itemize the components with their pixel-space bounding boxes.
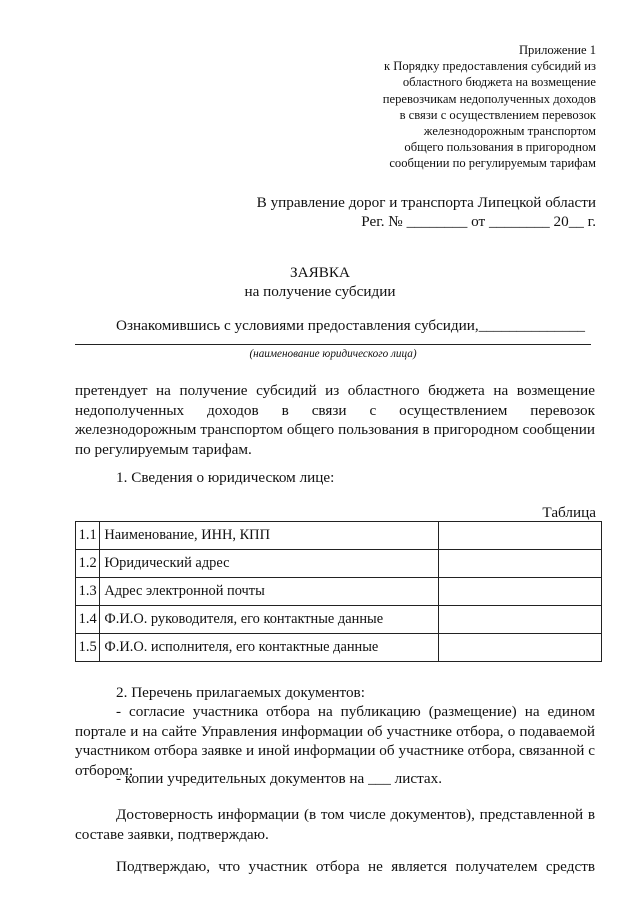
appendix-line: перевозчикам недополученных доходов [382,91,596,106]
paragraph-line: претендует на получение субсидий из областного бюджета на возмещение [75,382,595,399]
title-main: ЗАЯВКА [290,264,350,281]
appendix-line: общего пользования в пригородном [404,140,596,155]
table-row [76,522,602,550]
table-row [76,606,602,634]
paragraph-line: Достоверность информации (в том числе документов), представленной в [116,806,595,823]
row-label: Адрес электронной почты [100,578,438,606]
appendix-line: Приложение 1 [518,43,596,57]
row-value-cell [438,634,602,662]
row-value-cell [438,550,602,578]
section2-heading: 2. Перечень прилагаемых документов: [116,684,365,701]
row-value-cell [438,578,602,606]
appendix-line: к Порядку предоставления субсидий из [384,59,596,74]
entity-info-table [75,521,602,662]
paragraph-line: железнодорожным транспортом общего пользования в пригородном сообщении [75,421,595,439]
row-value-cell [438,522,602,550]
section1-heading: 1. Сведения о юридическом лице: [116,469,335,486]
paragraph-line: - согласие участника отбора на публикацию (размещение) на едином [116,703,595,720]
paragraph-line: портале и на сайте Управления информации об участнике отбора, о подаваемой [75,722,595,740]
paragraph-line: составе заявки, подтверждаю. [75,825,269,843]
paragraph-line: недополученных доходов в связи с осуществлением перевозок [75,401,595,419]
row-label: Юридический адрес [100,550,438,578]
addressee-block [257,193,596,231]
table-row [76,578,602,606]
paragraph-line: Подтверждаю, что участник отбора не является получателем средств [116,858,595,875]
table-row [76,550,602,578]
row-label: Ф.И.О. руководителя, его контактные данные [100,606,438,634]
paragraph-line: по регулируемым тарифам. [75,440,252,458]
appendix-header [316,42,596,172]
final-paragraph [75,857,595,877]
copies-item: - копии учредительных документов на ___ листах. [116,770,443,787]
paragraph-line: участником отбора заявке и иной информации об участнике отбора, связанной с [75,742,595,760]
registration-line: Рег. № ________ от ________ 20__ г. [361,213,596,230]
appendix-line: в связи с осуществлением перевозок [399,107,596,122]
appendix-line: областного бюджета на возмещение [402,75,596,90]
addressee-department: В управление дорог и транспорта Липецкой области [256,194,596,211]
entity-name-caption: (наименование юридического лица) [249,348,417,360]
row-value-cell [438,606,602,634]
row-label: Наименование, ИНН, КПП [100,522,438,550]
intro-line: Ознакомившись с условиями предоставления субсидии,______________ [116,317,586,334]
table-row [76,634,602,662]
row-label: Ф.И.О. исполнителя, его контактные данные [100,634,438,662]
row-number: 1.3 [76,578,100,606]
document-title [0,263,640,301]
claim-paragraph [75,381,595,459]
row-number: 1.1 [76,522,100,550]
confirmation-paragraph [75,805,595,844]
appendix-line: железнодорожным транспортом [423,124,596,139]
entity-name-blank-line [75,344,591,345]
title-sub: на получение субсидии [244,283,396,300]
paragraph-line: отбором; [75,761,134,779]
row-number: 1.4 [76,606,100,634]
table-label: Таблица [542,504,596,521]
row-number: 1.5 [76,634,100,662]
row-number: 1.2 [76,550,100,578]
appendix-line: сообщении по регулируемым тарифам [389,156,596,171]
